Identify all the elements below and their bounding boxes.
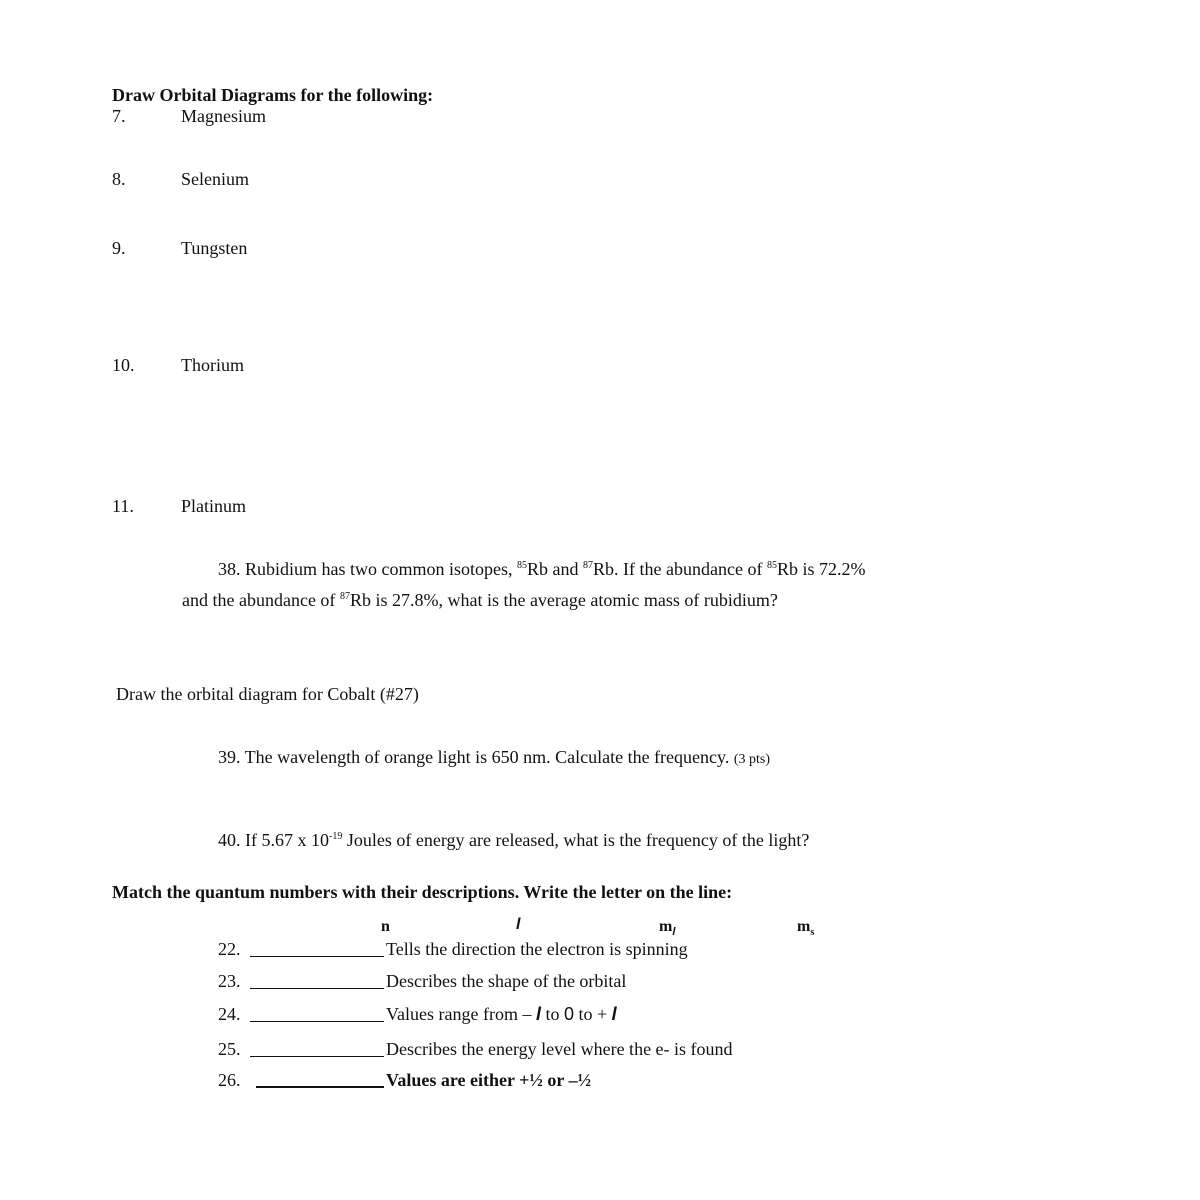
- element-name: Platinum: [181, 496, 247, 516]
- question-number: 7.: [112, 106, 126, 126]
- header-n: n: [381, 918, 390, 935]
- header-l: l: [516, 916, 521, 933]
- match-row-24: 24. Values range from – l to 0 to + l: [218, 1004, 617, 1024]
- element-name: Tungsten: [181, 238, 248, 258]
- answer-blank[interactable]: [250, 974, 384, 989]
- question-40: 40. If 5.67 x $10^{-19}$ Joules of energy are released, what is the frequency of the light?: [218, 830, 810, 850]
- isotope-mass: 87: [583, 560, 594, 571]
- match-row-22: 22. Tells the direction the electron is spinning: [218, 939, 688, 959]
- header-ml: $m_l$: [659, 918, 676, 939]
- question-number: 8.: [112, 169, 126, 189]
- question-38-line-1: 38. Rubidium has two common isotopes, $^{85}$Rb and $^{87}$Rb. If the abundance of $^{85}$Rb is 72.2%: [218, 559, 866, 579]
- answer-blank[interactable]: [250, 942, 384, 957]
- isotope-mass: 85: [766, 560, 777, 571]
- header-ms: $m_s$: [797, 918, 815, 939]
- answer-blank[interactable]: [250, 1007, 384, 1022]
- element-name: Thorium: [181, 355, 244, 375]
- points-label: (3 pts): [733, 752, 771, 767]
- section-heading: Draw Orbital Diagrams for the following:: [112, 85, 434, 105]
- match-heading: Match the quantum numbers with their descriptions. Write the letter on the line:: [112, 882, 733, 902]
- element-name: Magnesium: [181, 106, 266, 126]
- question-39: 39. The wavelength of orange light is 650 nm. Calculate the frequency. (3 pts): [218, 747, 771, 767]
- isotope-mass: 87: [339, 591, 350, 602]
- answer-blank[interactable]: [250, 1042, 384, 1057]
- question-number: 9.: [112, 238, 126, 258]
- match-row-23: 23. Describes the shape of the orbital: [218, 971, 627, 991]
- question-38-line-2: and the abundance of $^{87}$Rb is 27.8%, what is the average atomic mass of rubidium?: [182, 590, 778, 610]
- exponent: -19: [329, 831, 343, 842]
- match-row-26: 26. Values are either +½ or –½: [218, 1070, 592, 1090]
- question-number: 11.: [112, 496, 134, 516]
- answer-blank[interactable]: [256, 1072, 384, 1088]
- question-number: 10.: [112, 355, 135, 375]
- element-name: Selenium: [181, 169, 249, 189]
- cobalt-prompt: Draw the orbital diagram for Cobalt (#27): [116, 684, 419, 704]
- isotope-mass: 85: [517, 560, 527, 571]
- match-row-25: 25. Describes the energy level where the e- is found: [218, 1039, 733, 1059]
